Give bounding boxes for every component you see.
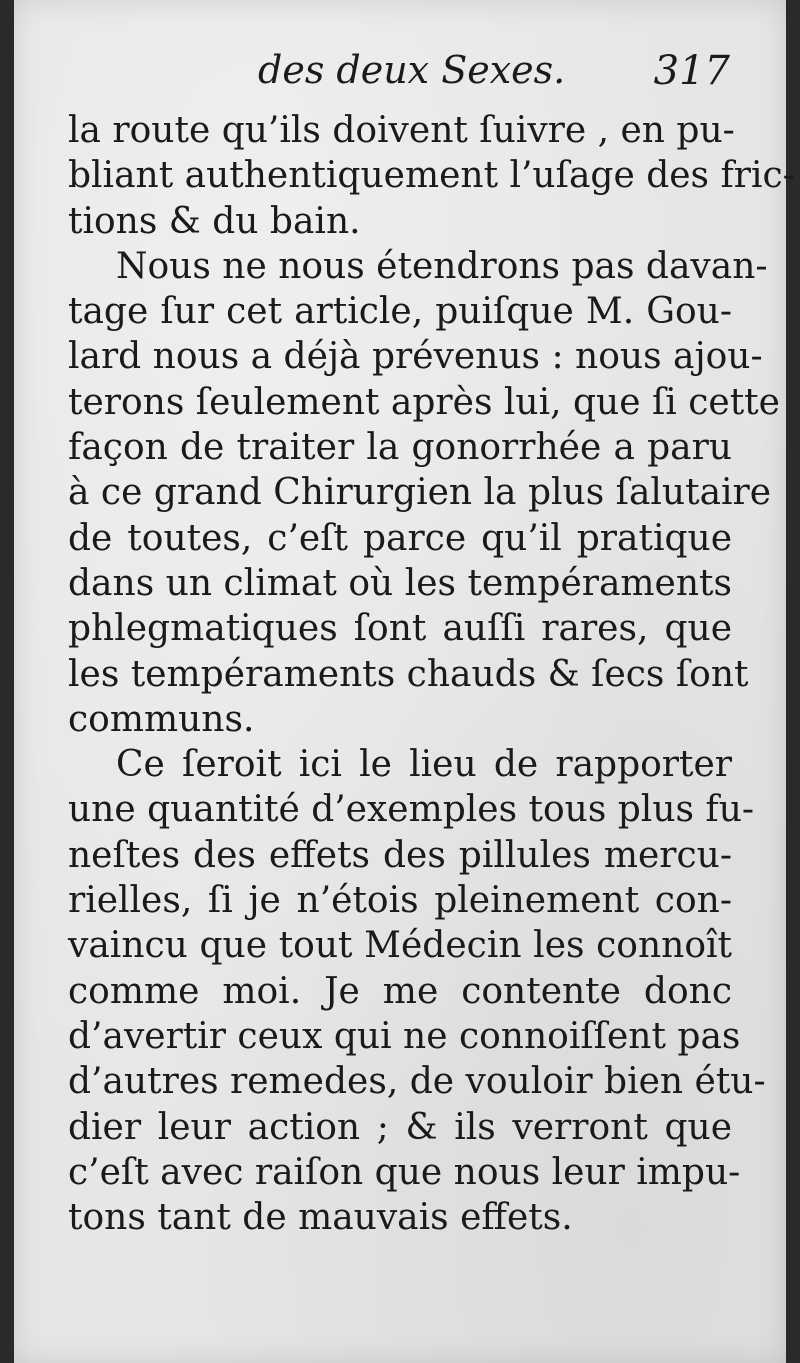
text-line: comme moi. Je me contente donc	[68, 970, 732, 1012]
text-line: c’eſt avec raiſon que nous leur impu-	[68, 1151, 741, 1193]
text-line: la route qu’ils doivent ſuivre , en pu-	[68, 110, 735, 151]
text-line: tons tant de mauvais effets.	[68, 1197, 573, 1239]
text-line: dier leur action ; & ils verront que	[68, 1106, 732, 1148]
text-line: terons ſeulement après lui, que ſi cette	[68, 381, 780, 423]
text-line: tage ſur cet article, puiſque M. Gou-	[68, 291, 732, 333]
text-line: les tempéraments chauds & ſecs ſont	[68, 653, 749, 695]
text-line: neſtes des effets des pillules mercu-	[68, 834, 732, 876]
text-line: d’autres remedes, de vouloir bien étu-	[68, 1061, 766, 1103]
text-line: dans un climat où les tempéraments	[68, 562, 732, 604]
page-number: 317	[653, 48, 730, 94]
text-line: bliant authentiquement l’uſage des fric-	[68, 155, 795, 197]
text-line: à ce grand Chirurgien la plus ſalutaire	[68, 472, 772, 514]
text-line: Ce ſeroit ici le lieu de rapporter	[116, 744, 732, 786]
text-line: phlegmatiques ſont auſſi rares, que	[68, 608, 732, 650]
book-page	[14, 0, 795, 1363]
text-line: une quantité d’exemples tous plus fu-	[68, 789, 755, 831]
text-line: de toutes, c’eſt parce qu’il pratique	[68, 517, 732, 559]
body-text	[68, 108, 795, 1240]
text-line: Nous ne nous étendrons pas davan-	[116, 245, 768, 287]
text-line: d’avertir ceux qui ne connoiſſent pas	[68, 1015, 741, 1057]
text-line: communs.	[68, 698, 255, 740]
page-header	[14, 48, 786, 108]
text-line: tions & du bain.	[68, 200, 361, 242]
running-title: des deux Sexes.	[258, 48, 566, 92]
text-line: lard nous a déjà prévenus : nous ajou-	[68, 336, 763, 378]
text-line: rielles, ſi je n’étois pleinement con-	[68, 880, 732, 922]
text-line: vaincu que tout Médecin les connoît	[68, 925, 732, 967]
text-line: façon de traiter la gonorrhée a paru	[68, 427, 732, 469]
